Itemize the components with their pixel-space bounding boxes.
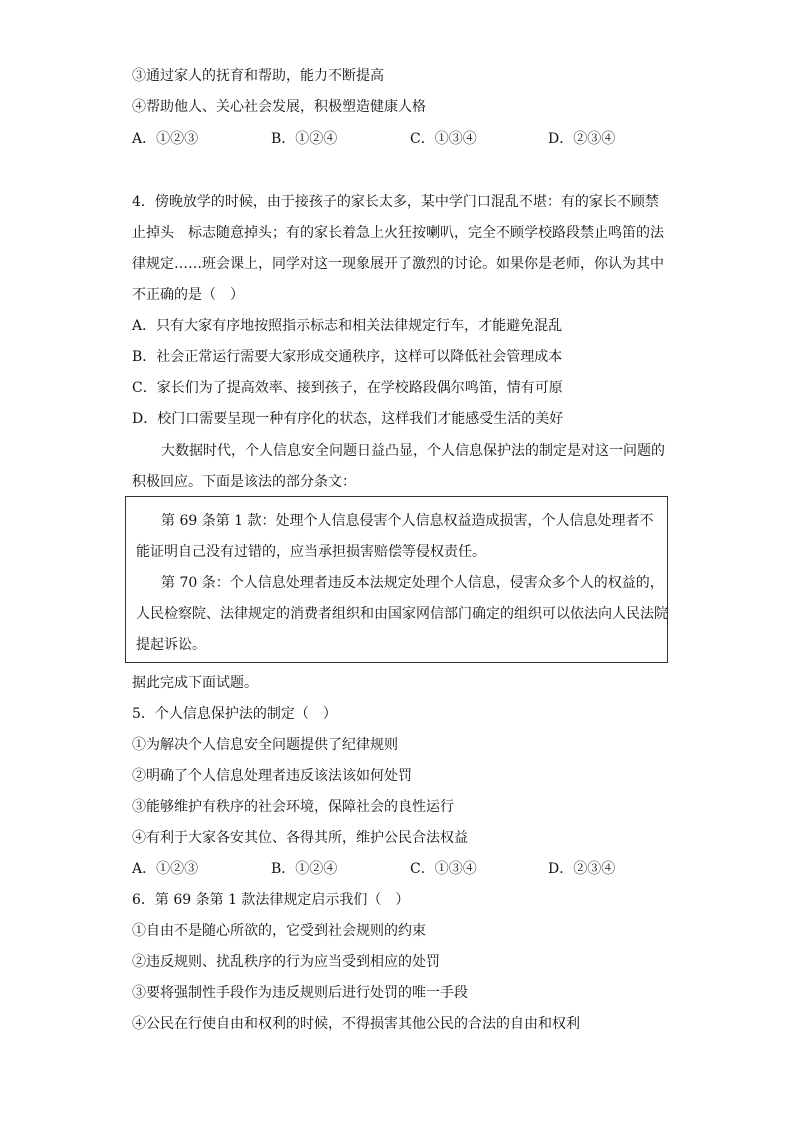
q5-item-1: ①为解决个人信息安全问题提供了纪律规则 <box>132 737 398 753</box>
q3-option-b: B．①②④ <box>271 131 338 147</box>
q6-stem: 6．第 69 条第 1 款法律规定启示我们（ ） <box>132 892 410 908</box>
q3-item-4: ④帮助他人、关心社会发展，积极塑造健康人格 <box>132 99 426 115</box>
q3-item-3: ③通过家人的抚育和帮助，能力不断提高 <box>132 68 384 84</box>
q4-stem-line: 止掉头 标志随意掉头；有的家长着急上火狂按喇叭，完全不顾学校路段禁止鸣笛的法 <box>132 225 664 241</box>
q4-choice-b: B．社会正常运行需要大家形成交通秩序，这样可以降低社会管理成本 <box>132 349 563 365</box>
q5-item-2: ②明确了个人信息处理者违反该法该如何处罚 <box>132 768 412 784</box>
q4-stem-line: 4．傍晚放学的时候，由于接孩子的家长太多，某中学门口混乱不堪：有的家长不顾禁 <box>132 194 659 210</box>
q4-stem-line: 律规定……班会课上，同学对这一现象展开了激烈的讨论。如果你是老师，你认为其中 <box>132 256 664 272</box>
intro-line-2: 积极回应。下面是该法的部分条文： <box>132 474 356 490</box>
q3-option-d: D．②③④ <box>548 131 616 147</box>
q4-stem-line: 不正确的是（ ） <box>132 287 244 303</box>
q6-item-4: ④公民在行使自由和权利的时候，不得损害其他公民的合法的自由和权利 <box>132 1016 580 1032</box>
intro-line-1: 大数据时代，个人信息安全问题日益凸显，个人信息保护法的制定是对这一问题的 <box>161 443 665 459</box>
law-box-line: 能证明自己没有过错的，应当承担损害赔偿等侵权责任。 <box>136 544 486 560</box>
q4-choice-a: A．只有大家有序地按照指示标志和相关法律规定行车，才能避免混乱 <box>132 318 563 334</box>
q5-stem: 5．个人信息保护法的制定（ ） <box>132 706 337 722</box>
law-excerpt-box <box>125 496 668 663</box>
q6-item-1: ①自由不是随心所欲的，它受到社会规则的约束 <box>132 923 426 939</box>
q4-choice-c: C．家长们为了提高效率、接到孩子，在学校路段偶尔鸣笛，情有可原 <box>132 380 563 396</box>
instruction-text: 据此完成下面试题。 <box>132 675 258 691</box>
q6-item-2: ②违反规则、扰乱秩序的行为应当受到相应的处罚 <box>132 954 440 970</box>
q5-option-c: C．①③④ <box>410 861 477 877</box>
law-box-line: 提起诉讼。 <box>136 637 206 653</box>
q6-item-3: ③要将强制性手段作为违反规则后进行处罚的唯一手段 <box>132 985 468 1001</box>
q3-option-a: A．①②③ <box>132 131 199 147</box>
q5-option-a: A．①②③ <box>132 861 199 877</box>
q4-choice-d: D．校门口需要呈现一种有序化的状态，这样我们才能感受生活的美好 <box>132 411 564 427</box>
law-box-line: 人民检察院、法律规定的消费者组织和由国家网信部门确定的组织可以依法向人民法院 <box>136 606 668 622</box>
q5-item-4: ④有利于大家各安其位、各得其所，维护公民合法权益 <box>132 830 468 846</box>
q5-option-b: B．①②④ <box>271 861 338 877</box>
q5-option-d: D．②③④ <box>548 861 616 877</box>
law-box-line: 第 69 条第 1 款：处理个人信息侵害个人信息权益造成损害，个人信息处理者不 <box>161 513 654 529</box>
q5-item-3: ③能够维护有秩序的社会环境，保障社会的良性运行 <box>132 799 454 815</box>
q3-option-c: C．①③④ <box>410 131 477 147</box>
law-box-line: 第 70 条：个人信息处理者违反本法规定处理个人信息，侵害众多个人的权益的， <box>161 575 664 591</box>
